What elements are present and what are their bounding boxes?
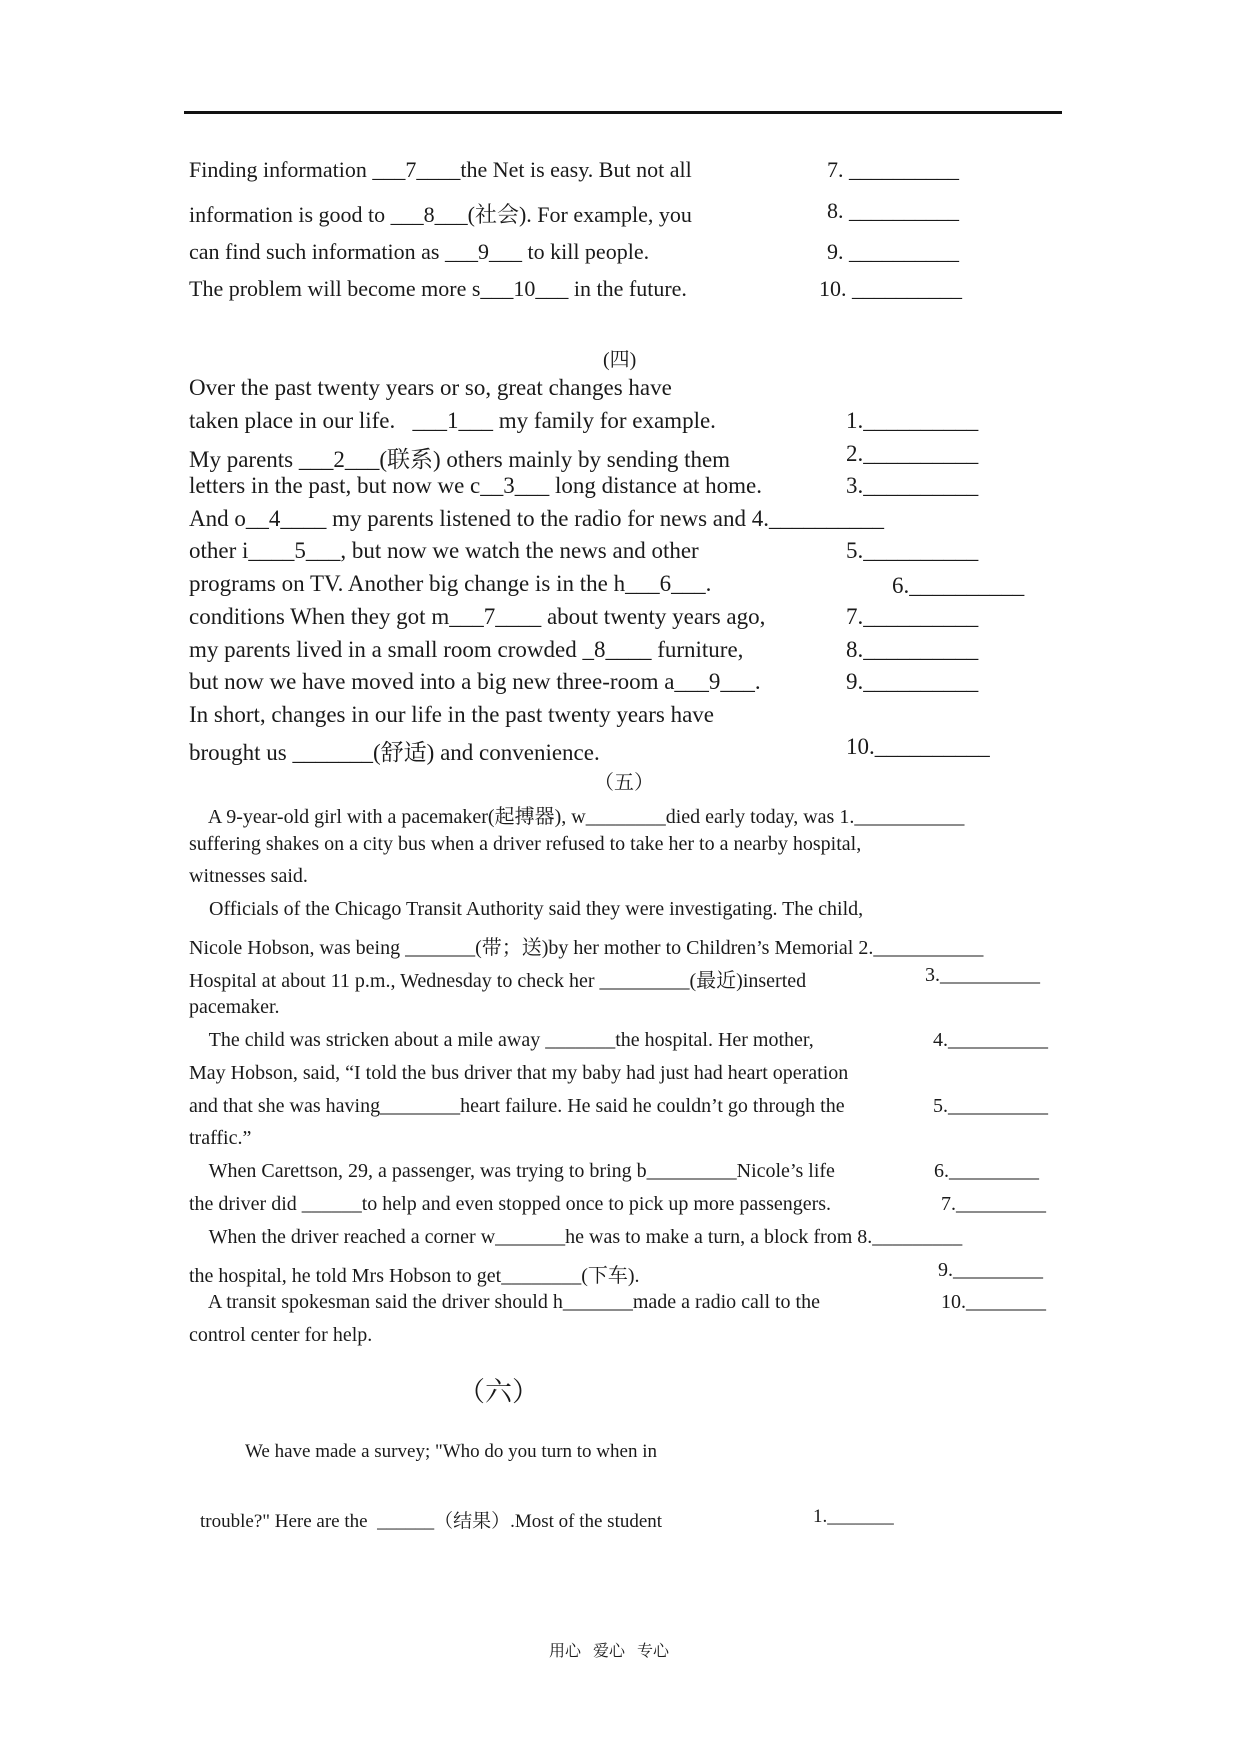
s5-line-16: A transit spokesman said the driver should h_______made a radio call to the <box>189 1291 820 1313</box>
s5-line-10: and that she was having________heart failure. He said he couldn’t go through the <box>189 1095 845 1117</box>
s4-line-9: my parents lived in a small room crowded _8____ furniture, <box>189 637 744 662</box>
section5-title: （五） <box>594 772 654 794</box>
s5-answer-7: 7._________ <box>941 1193 1046 1215</box>
page-footer: 用心 爱心 专心 <box>549 1643 670 1660</box>
s4-answer-3: 3.__________ <box>846 473 979 498</box>
s4-answer-8: 8.__________ <box>846 637 979 662</box>
s5-line-4: Officials of the Chicago Transit Authority said they were investigating. The child, <box>189 898 864 920</box>
s5-line-17: control center for help. <box>189 1324 373 1346</box>
s6-line-2: trouble?" Here are the ______（结果）.Most of the student <box>200 1511 663 1532</box>
s3-line-3: can find such information as ___9___ to kill people. <box>189 239 650 264</box>
s5-answer-5: 5.__________ <box>933 1095 1048 1117</box>
s5-line-12: When Carettson, 29, a passenger, was trying to bring b_________Nicole’s life <box>189 1160 835 1182</box>
s5-answer-6: 6._________ <box>934 1160 1039 1182</box>
s5-line-13: the driver did ______to help and even stopped once to pick up more passengers. <box>189 1193 832 1215</box>
s5-line-6: Hospital at about 11 p.m., Wednesday to check her _________(最近)inserted <box>189 970 807 992</box>
s5-line-8: The child was stricken about a mile away _______the hospital. Her mother, <box>189 1029 814 1051</box>
s4-line-11: In short, changes in our life in the past twenty years have <box>189 702 715 727</box>
s4-line-7: programs on TV. Another big change is in the h___6___. <box>189 571 712 596</box>
s3-answer-10: 10. __________ <box>819 276 962 301</box>
s4-line-1: Over the past twenty years or so, great changes have <box>189 375 672 400</box>
s5-line-2: suffering shakes on a city bus when a driver refused to take her to a nearby hospital, <box>189 833 862 855</box>
s4-answer-6: 6.__________ <box>892 573 1025 598</box>
section4-title: (四) <box>603 349 637 371</box>
s5-line-1: A 9-year-old girl with a pacemaker(起搏器), w________died early today, was 1.___________ <box>189 806 965 828</box>
s5-answer-9: 9._________ <box>938 1259 1043 1281</box>
s3-line-1: Finding information ___7____the Net is easy. But not all <box>189 157 692 182</box>
s6-line-1: We have made a survey; "Who do you turn to when in <box>245 1441 657 1462</box>
s5-line-15: the hospital, he told Mrs Hobson to get________(下车). <box>189 1265 640 1287</box>
s4-line-4: letters in the past, but now we c__3___ long distance at home. <box>189 473 762 498</box>
s4-answer-7: 7.__________ <box>846 604 979 629</box>
section6-title: （六） <box>458 1377 539 1407</box>
s3-answer-9: 9. __________ <box>827 239 959 264</box>
s5-answer-3: 3.__________ <box>925 964 1040 986</box>
s4-answer-1: 1.__________ <box>846 408 979 433</box>
s4-answer-10: 10.__________ <box>846 734 990 759</box>
s5-line-5: Nicole Hobson, was being _______(带；送)by her mother to Children’s Memorial 2.___________ <box>189 937 984 959</box>
s3-line-2: information is good to ___8___(社会). For example, you <box>189 202 692 227</box>
s4-line-3: My parents ___2___(联系) others mainly by sending them <box>189 447 731 472</box>
s3-answer-8: 8. __________ <box>827 198 959 223</box>
s4-line-10: but now we have moved into a big new three-room a___9___. <box>189 669 761 694</box>
s6-answer-1: 1._______ <box>813 1506 894 1527</box>
header-rule <box>184 111 1062 114</box>
s4-line-5: And o__4____ my parents listened to the radio for news and 4.__________ <box>189 506 884 531</box>
s5-answer-4: 4.__________ <box>933 1029 1048 1051</box>
s4-answer-2: 2.__________ <box>846 441 979 466</box>
s5-line-14: When the driver reached a corner w_______he was to make a turn, a block from 8._________ <box>189 1226 963 1248</box>
s5-line-11: traffic.” <box>189 1127 252 1149</box>
s3-line-4: The problem will become more s___10___ in the future. <box>189 276 687 301</box>
s4-line-12: brought us _______(舒适) and convenience. <box>189 740 600 765</box>
s3-answer-7: 7. __________ <box>827 157 959 182</box>
s5-line-7: pacemaker. <box>189 996 280 1018</box>
s4-line-6: other i____5___, but now we watch the news and other <box>189 538 699 563</box>
s4-line-8: conditions When they got m___7____ about twenty years ago, <box>189 604 766 629</box>
s5-answer-10: 10.________ <box>941 1291 1046 1313</box>
s4-answer-5: 5.__________ <box>846 538 979 563</box>
s5-line-9: May Hobson, said, “I told the bus driver that my baby had just had heart operation <box>189 1062 849 1084</box>
s4-answer-9: 9.__________ <box>846 669 979 694</box>
s4-line-2: taken place in our life. ___1___ my family for example. <box>189 408 716 433</box>
s5-line-3: witnesses said. <box>189 865 308 887</box>
